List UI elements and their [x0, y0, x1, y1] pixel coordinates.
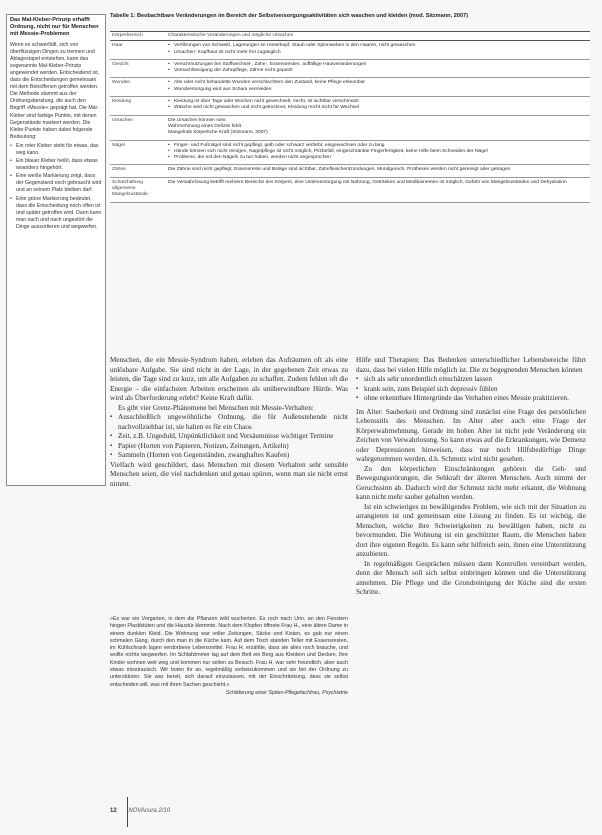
- table-cell-key: Schutzhaltung allgemeine Mangelzustände: [110, 177, 166, 202]
- sidebar-list-item: • Ein blauer Kleber heißt, dass etwas woanders hingehört.: [10, 158, 102, 172]
- table-cell-line: Die Verwahrlosung betrifft mehrere Bereiche des Körpers, eine Unterversorgung mit Nahrung, Getränken und Medikamenten ist möglich, Gefahr von Mangelzuständen und Dehydration: [168, 179, 567, 185]
- table-cell-value: [166, 41, 590, 60]
- table-header-cell: Charakteristische Veränderungen und mögliche Ursachen: [166, 32, 590, 41]
- table-row: [110, 78, 590, 97]
- list-item: ▪ Zeit, z.B. Ungeduld, Unpünktlichkeit und Versäumnisse wichtiger Termine: [110, 432, 348, 442]
- table-cell-key: Gesicht: [110, 59, 166, 78]
- table-cell-line: Mangelnde körperliche Kraft (Sitzmann, 2007): [168, 130, 268, 136]
- sidebar-text: Wenn es schwerfällt, sich von überflüssigen Dingen zu trennen und Ablagestapel entstehen, kann das sogenannte Mal-Kleber-Prinzip angewendet werden. Entscheidend ist, dass die Entscheidungen gemeinsam mit dem Betroffenen getroffen werden. Die Methode stammt aus der Ordnungsberatung, die auch den Begriff »Messie« geprägt hat. Die Mal-Kleber sind farbige Punkte, mit denen Gegenstände markiert werden. Die Klebe-Punkte haben dabei folgende Bedeutung:: [10, 41, 100, 140]
- table-cell-value: [166, 165, 590, 177]
- table-row: [110, 41, 590, 60]
- table-cell-item: • Vernachlässigung der Zahnpflege, Zähne nicht geputzt: [168, 68, 588, 74]
- table-cell-value: [166, 59, 590, 78]
- observation-table: [110, 31, 590, 203]
- sidebar-box: [6, 14, 106, 486]
- table-cell-value: [166, 78, 590, 97]
- table-header-cell: Körperbereich: [110, 32, 166, 41]
- table-cell-list: [168, 143, 588, 162]
- list-item: ▪ Sammeln (Horten von Gegenständen, zwanghaftes Kaufen): [110, 451, 348, 461]
- table-cell-value: [166, 115, 590, 140]
- sidebar-list-item: • Ein roter Kleber steht für etwas, das weg kann.: [10, 143, 102, 157]
- paragraph: In regelmäßigen Gesprächen müssen dann Kontrollen vereinbart werden, denn der Mensch soll sich selbst einbringen können und die Unterstützung annehmen. Die Pflege und die Grundreinigung der Küche sind die ersten Schritte.: [356, 559, 586, 596]
- table-cell-key: Ursachen: [110, 115, 166, 140]
- table-cell-item: • Verschmutzungen bei Stoffwechsel-, Zahn-, Essensresten, auffällige Hautveränderungen: [168, 62, 588, 68]
- list-item: ▪ Ausschließlich ungewöhnliche Ordnung, die für Außenstehende nicht nachvollziehbar ist, sie halten es für ein Chaos: [110, 413, 348, 432]
- table-row: [110, 97, 590, 116]
- table-cell-key: Kleidung: [110, 97, 166, 116]
- quote-text: »Es war ein Vorgarten, in dem die Pflanzen wild wucherten. Es roch nach Urin, an den Fenstern hingen Plastiktüten und die Haustür klemmte. Nach dem Klopfen öffnete Frau H., eine ältere Dame in einem dunklen Kleid. Die Wohnung war voller Zeitungen, Säcke und Kisten, es gab nur einen schmalen Gang, durch den man in die Küche kam. Auf dem Tisch standen Teller mit Essensresten, im Kühlschrank lagen verdorbene Lebensmittel. Frau H. erzählte, dass sie alles noch brauche, und wollte nichts wegwerfen. Im Schlafzimmer lag auf dem Bett ein Berg aus Kleidern und Decken. Ihre Kinder wohnen weit weg und kommen nur selten zu Besuch. Frau H. war sehr freundlich, aber auch etwas misstrauisch. Wir boten ihr an, regelmäßig vorbeizukommen und sie bei der Ordnung zu unterstützen. Sie war bereit, sich darauf einzulassen, mit der Einschränkung, dass sie selbst entscheiden will, was mit ihren Sachen geschieht.«: [110, 616, 348, 688]
- table-cell-value: [166, 177, 590, 202]
- bullet-list: [356, 375, 586, 404]
- page-number: 12: [110, 808, 117, 814]
- table-cell-item: • Finger- und Fußnägel sind nicht gepflegt, gelb oder schwarz verfärbt, eingewachsen oder zu lang: [168, 143, 588, 149]
- table-body: [110, 41, 590, 202]
- table-cell-key: Nägel: [110, 140, 166, 165]
- paragraph: Zu den körperlichen Einschränkungen gehören die Geh- und Bewegungsstörungen, die Sehkraft der älteren Menschen. Auch nimmt der Geruchssinn ab. Dadurch wird der Schmutz nicht mehr erkannt, die Wohnung kann nicht mehr sauber gehalten werden.: [356, 464, 586, 501]
- table-cell-item: • Verfilzungen von Schweiß, Lagerungen im Hinterkopf, Staub oder Spinnweben in den Haaren, nicht gewaschen: [168, 43, 588, 49]
- table-cell-item: • Wäsche wird nicht gewaschen und nicht getrocknet, Kleidung reicht nicht für Wechsel: [168, 105, 588, 111]
- table-cell-key: Zähne: [110, 165, 166, 177]
- paragraph: Es gibt vier Grenz-Phänomene bei Menschen mit Messie-Verhalten:: [118, 403, 314, 412]
- paragraph: Menschen, die ein Messie-Syndrom haben, erleben das Aufräumen oft als eine unlösbare Aufgabe. Sie sind nicht in der Lage, in der gegebenen Zeit etwas zu leisten, die Tage sind zu kurz, um alle Aufgaben zu schaffen. Zudem fehlen oft die Energie – die einfachsten Arbeiten erscheinen als unüberwindbare Hürde. Was wird als Überforderung erlebt? Keine Kraft dafür.: [110, 356, 348, 402]
- body-column-right: [356, 356, 586, 598]
- table-cell-list: [168, 99, 588, 112]
- table-cell-line: Die Ursachen können sein:: [168, 117, 227, 123]
- table-row: [110, 177, 590, 202]
- list-item: ▪ krank sein, zum Beispiel sich depressiv fühlen: [356, 385, 586, 395]
- table-cell-item: • Ursachen: Kopfhaut ist nicht mehr frei zugänglich: [168, 50, 588, 56]
- table-cell-item: • Hände können sich nicht reinigen, Nagelpflege ist nicht möglich, Pilzbefall, eingeschränkte Fingerfertigkeit, keine Hilfe beim Schneiden der Nägel: [168, 149, 588, 155]
- table-cell-value: [166, 97, 590, 116]
- table-row: [110, 59, 590, 78]
- table-cell-item: • Wundversorgung wird aus Scham vermieden: [168, 87, 588, 93]
- list-item: ▪ sich als sehr unordentlich einschätzen lassen: [356, 375, 586, 385]
- sidebar-list-item: • Eine weiße Markierung zeigt, dass der Gegenstand noch gebraucht wird und an seinem Platz bleiben darf.: [10, 173, 102, 194]
- table-cell-value: [166, 140, 590, 165]
- paragraph: Vielfach wird geschildert, dass Menschen mit diesem Verhalten sehr sensible Menschen seien, die viel nachdenken und genau spüren, wenn man sie nicht ernst nimmt.: [110, 460, 348, 488]
- sidebar-title: Das Mal-Kleber-Prinzip erhafft Ordnung, nicht nur für Menschen mit Messie-Problemen: [10, 17, 99, 38]
- table-row: [110, 165, 590, 177]
- journal-name: NOVAcura 2/10: [128, 808, 171, 814]
- list-item: ▪ Papier (Horten von Papieren, Notizen, Zeitungen, Artikeln): [110, 442, 348, 452]
- sidebar-list-item: • Eine grüne Markierung bedeutet, dass die Entscheidung noch offen ist und später getroffen wird. Dann kann man nach und nach ungestört die Dinge aussortieren und wegwerfen.: [10, 196, 102, 231]
- quote-source: Schilderung einer Spitex-Pflegefachfrau, Psychiatrie: [225, 689, 348, 696]
- table-cell-key: Wunden: [110, 78, 166, 97]
- table-header-row: [110, 32, 590, 41]
- table-cell-list: [168, 80, 588, 93]
- paragraph: Ist ein schwieriges zu bewältigendes Problem, wie sich mit der Situation zu arrangieren ist und gemeinsam eine Lösung zu finden. Es ist wichtig, die Menschen, welche ihre Schwierigkeiten zu bewältigen haben, nicht zu bevormunden. Die Wohnung ist ein geschützter Raum, die Menschen haben dort ihre eigenen Regeln. Es kann sehr hilfreich sein, ihnen eine Unterstützung anzubieten.: [356, 502, 586, 558]
- page-footer: [110, 808, 170, 814]
- table-caption: Tabelle 1: Beobachtbare Veränderungen im Bereich der Selbstversorgungsaktivitäten sich waschen und kleiden (mod. Sitzmann, 2007): [110, 13, 468, 19]
- table-cell-item: • Probleme, die mit den Nägeln zu tun haben, werden nicht angesprochen: [168, 155, 588, 161]
- table-cell-line: Wahrnehmung eines Defizits fehlt: [168, 123, 241, 129]
- table-cell-list: [168, 43, 588, 56]
- list-item: ▪ ohne erkennbare Hintergründe das Verhalten eines Messie praktizieren.: [356, 394, 586, 404]
- table-row: [110, 140, 590, 165]
- sidebar-list: [10, 143, 102, 231]
- paragraph: Im Alter: Sauberkeit und Ordnung sind zunächst eine Frage des persönlichen Lebensstils des Menschen. Im Alter aber auch eine Frage der Körperwahrnehmung. Gerade im hohen Alter ist nicht jede Veränderung ein Zeichen von Verwahrlosung. So kann etwas auf die Erkrankungen, wie Demenz oder Depressionen hinweisen, dass nur noch Hilfsbedürftige Dinge wahrgenommen werden, d.h. Schmutz wird nicht gesehen.: [356, 407, 586, 463]
- quote-box: [110, 616, 348, 772]
- bullet-list: [110, 413, 348, 461]
- table-cell-item: • Alte oder nicht behandelte Wunden verschlechtern den Zustand, keine Pflege erkennbar: [168, 80, 588, 86]
- table-cell-item: • Kleidung ist über Tage oder Wochen nicht gewechselt, riecht, ist sichtbar verschmutzt: [168, 99, 588, 105]
- table-row: [110, 115, 590, 140]
- paragraph: Hilfe und Therapien: Das Bedenken unterschiedlicher Lebensbereiche führt dazu, dass bei vielen Hilfe möglich ist. Die zu begegnenden Menschen können: [356, 356, 586, 374]
- table-cell-line: Die Zähne sind nicht gepflegt, Essensreste und Beläge sind sichtbar, Zahnfleischentzündungen, Mundgeruch, Prothesen werden nicht gereinigt oder getragen: [168, 167, 511, 173]
- table-cell-list: [168, 62, 588, 75]
- body-column-left: [110, 356, 348, 489]
- table-cell-key: Haar: [110, 41, 166, 60]
